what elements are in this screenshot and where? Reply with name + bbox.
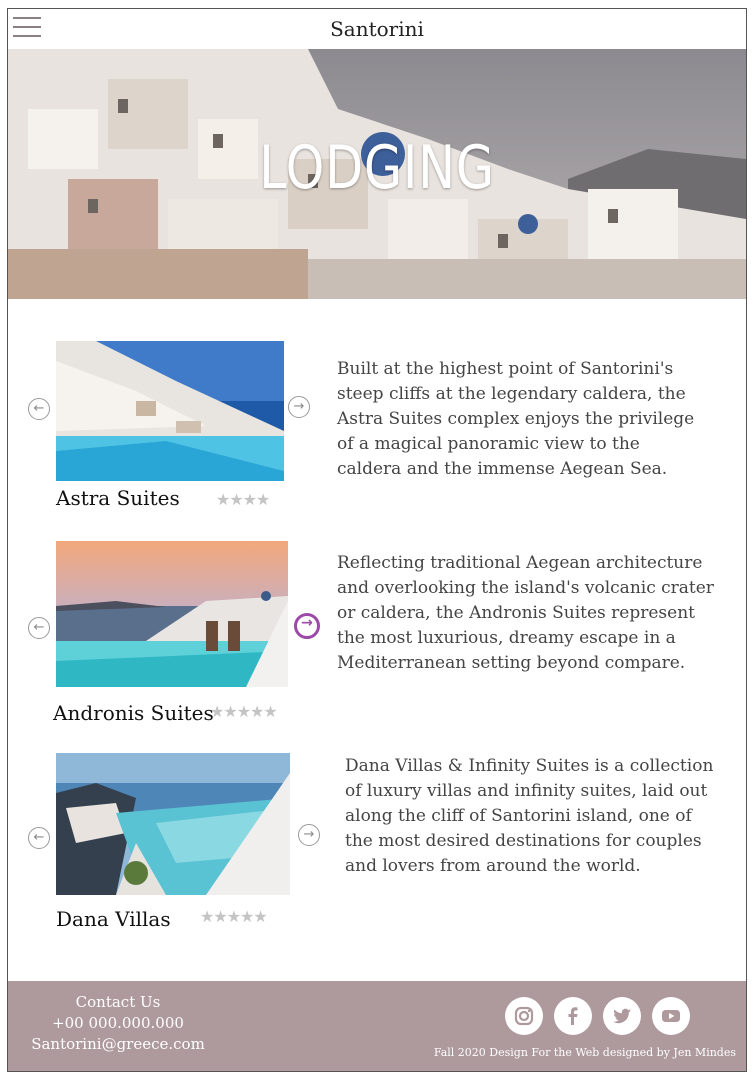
page-frame <box>7 8 747 1072</box>
contact-phone[interactable]: +00 000.000.000 <box>52 1014 184 1032</box>
youtube-icon[interactable] <box>652 997 690 1035</box>
facebook-icon[interactable] <box>554 997 592 1035</box>
lodging-name-astra: Astra Suites <box>56 486 180 510</box>
dana-villas-photo <box>56 753 290 895</box>
dana-next-arrow[interactable]: → <box>298 824 320 846</box>
andronis-rating-stars: ★★★★★ <box>210 702 277 721</box>
andronis-prev-arrow[interactable]: ← <box>28 617 50 639</box>
dana-prev-arrow[interactable]: ← <box>28 827 50 849</box>
andronis-description: Reflecting traditional Aegean architecture and overlooking the island's volcanic crater or caldera, the Andronis Suites represent the most luxurious, dreamy escape in a Mediterranean setting beyond compare. <box>337 553 714 673</box>
astra-suites-photo <box>56 341 284 481</box>
site-title: Santorini <box>330 17 424 41</box>
astra-rating-stars: ★★★★ <box>216 490 270 509</box>
astra-description: Built at the highest point of Santorini's steep cliffs at the legendary caldera, the Astra Suites complex enjoys the privilege of a magical panoramic view to the caldera and the immense Aegean Sea. <box>337 359 695 479</box>
astra-next-arrow[interactable]: → <box>288 396 310 418</box>
lodging-name-dana: Dana Villas <box>56 907 171 931</box>
contact-email[interactable]: Santorini@greece.com <box>31 1035 205 1053</box>
dana-rating-stars: ★★★★★ <box>200 907 267 926</box>
andronis-next-arrow[interactable]: → <box>294 613 320 639</box>
contact-heading: Contact Us <box>75 993 161 1011</box>
dana-description: Dana Villas & Infinity Suites is a collection of luxury villas and infinity suites, laid out along the cliff of Santorini island, one of the most desired destinations for couples and lovers from around the world. <box>345 756 714 876</box>
twitter-icon[interactable] <box>603 997 641 1035</box>
instagram-icon[interactable] <box>505 997 543 1035</box>
lodging-name-andronis: Andronis Suites <box>53 701 214 725</box>
andronis-suites-photo <box>56 541 288 687</box>
hero-title: LODGING <box>259 133 495 203</box>
hero-banner <box>8 49 746 299</box>
header <box>8 9 746 49</box>
astra-prev-arrow[interactable]: ← <box>28 398 50 420</box>
footer-credit: Fall 2020 Design For the Web designed by Jen Mindes <box>433 1046 736 1059</box>
footer <box>8 981 746 1072</box>
